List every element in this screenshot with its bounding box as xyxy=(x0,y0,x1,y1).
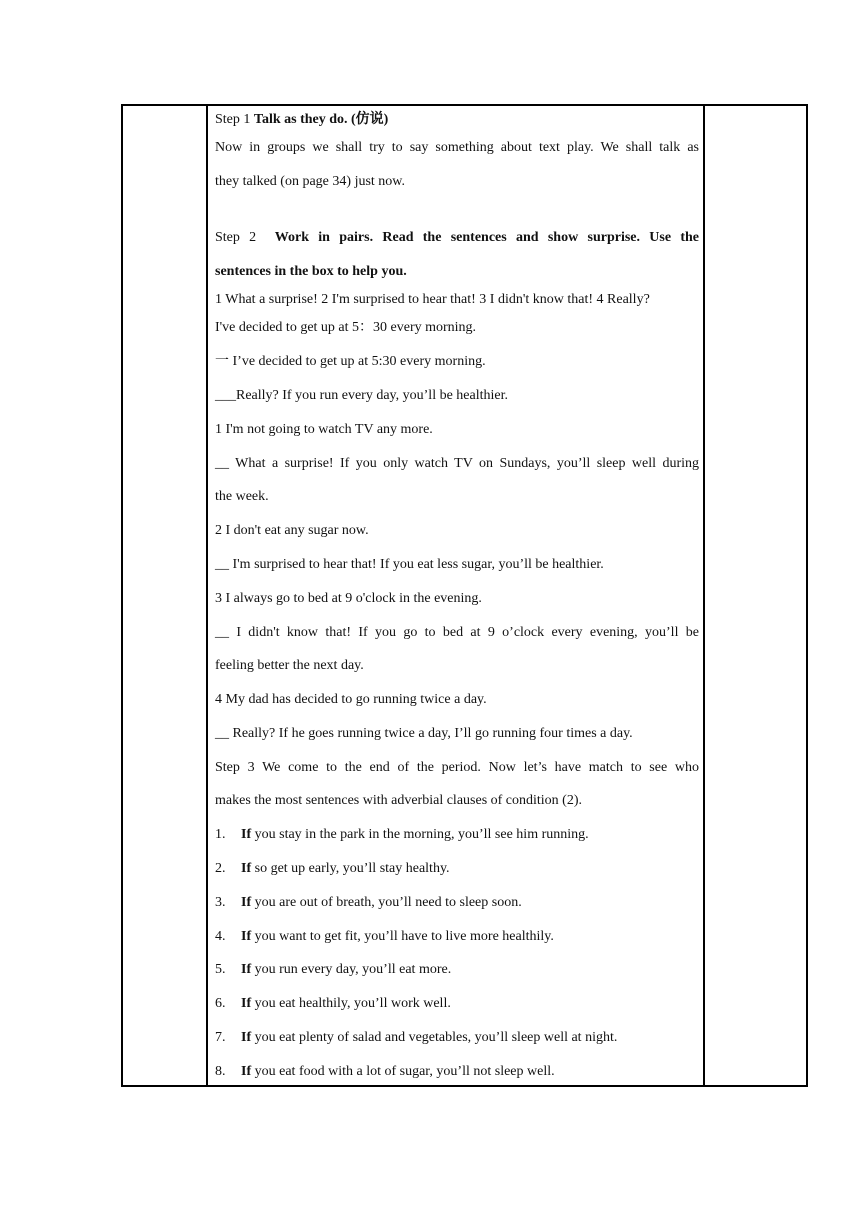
item-number: 7. xyxy=(215,1030,226,1045)
step1-line1: Now in groups we shall try to say something about text play. We shall talk as xyxy=(215,140,699,155)
step2-line: feeling better the next day. xyxy=(215,658,364,673)
item-text: you run every day, you’ll eat more. xyxy=(251,962,452,977)
step2-prefix: Step 2 xyxy=(215,230,266,245)
step3-item xyxy=(215,961,699,979)
step2-line: 一 I’ve decided to get up at 5:30 every morning. xyxy=(215,354,486,369)
step1-prefix: Step 1 xyxy=(215,112,254,127)
item-text: you eat healthily, you’ll work well. xyxy=(251,996,451,1011)
item-number: 6. xyxy=(215,996,226,1011)
step2-line: ___Really? If you run every day, you’ll be healthier. xyxy=(215,388,508,403)
column-divider-right xyxy=(703,106,705,1085)
if-keyword: If xyxy=(241,895,252,910)
step2-line: __ What a surprise! If you only watch TV on Sundays, you’ll sleep well during xyxy=(215,456,699,471)
step2-line: __ I didn't know that! If you go to bed at 9 o’clock every evening, you’ll be xyxy=(215,625,699,640)
step3-item xyxy=(215,928,699,946)
step2-line: 1 I'm not going to watch TV any more. xyxy=(215,422,433,437)
item-text: you want to get fit, you’ll have to live more healthily. xyxy=(251,929,554,944)
if-keyword: If xyxy=(241,861,252,876)
item-number: 2. xyxy=(215,861,226,876)
item-number: 3. xyxy=(215,895,226,910)
if-keyword: If xyxy=(241,827,252,842)
if-keyword: If xyxy=(241,962,252,977)
step2-box-phrases: 1 What a surprise! 2 I'm surprised to hear that! 3 I didn't know that! 4 Really? xyxy=(215,292,650,307)
step2-title-line2 xyxy=(215,263,699,281)
if-keyword: If xyxy=(241,1064,252,1079)
item-number: 4. xyxy=(215,929,226,944)
step3-line2: makes the most sentences with adverbial clauses of condition (2). xyxy=(215,793,583,808)
item-text: you stay in the park in the morning, you’ll see him running. xyxy=(251,827,589,842)
item-number: 5. xyxy=(215,962,226,977)
item-text: so get up early, you’ll stay healthy. xyxy=(251,861,450,876)
item-text: you eat food with a lot of sugar, you’ll not sleep well. xyxy=(251,1064,555,1079)
step3-line1: Step 3 We come to the end of the period. Now let’s have match to see who xyxy=(215,760,699,775)
step2-title-line2-text: sentences in the box to help you. xyxy=(215,264,407,279)
step3-item xyxy=(215,894,699,912)
item-text: you eat plenty of salad and vegetables, you’ll sleep well at night. xyxy=(251,1030,618,1045)
step2-line: the week. xyxy=(215,489,269,504)
step1-title: Talk as they do. (仿说) xyxy=(253,112,389,127)
if-keyword: If xyxy=(241,996,252,1011)
lesson-table xyxy=(121,104,808,1087)
step2-line: 4 My dad has decided to go running twice a day. xyxy=(215,692,487,707)
step2-title-line1: Work in pairs. Read the sentences and show surprise. Use the xyxy=(274,230,700,245)
item-text: you are out of breath, you’ll need to sleep soon. xyxy=(251,895,522,910)
step2-line: 3 I always go to bed at 9 o'clock in the evening. xyxy=(215,591,482,606)
step2-line: __ I'm surprised to hear that! If you eat less sugar, you’ll be healthier. xyxy=(215,557,604,572)
column-divider-left xyxy=(206,106,208,1085)
step3-item xyxy=(215,995,699,1013)
step1-heading xyxy=(215,111,699,129)
step2-heading xyxy=(215,229,699,247)
step2-line: 2 I don't eat any sugar now. xyxy=(215,523,369,538)
item-number: 1. xyxy=(215,827,226,842)
step2-line: I've decided to get up at 5：30 every morning. xyxy=(215,320,477,335)
step2-line: __ Really? If he goes running twice a day, I’ll go running four times a day. xyxy=(215,726,633,741)
step3-item xyxy=(215,826,699,844)
item-number: 8. xyxy=(215,1064,226,1079)
step3-item xyxy=(215,1063,699,1081)
step1-line2: they talked (on page 34) just now. xyxy=(215,174,405,189)
step3-item xyxy=(215,860,699,878)
if-keyword: If xyxy=(241,1030,252,1045)
if-keyword: If xyxy=(241,929,252,944)
step3-item xyxy=(215,1029,699,1047)
